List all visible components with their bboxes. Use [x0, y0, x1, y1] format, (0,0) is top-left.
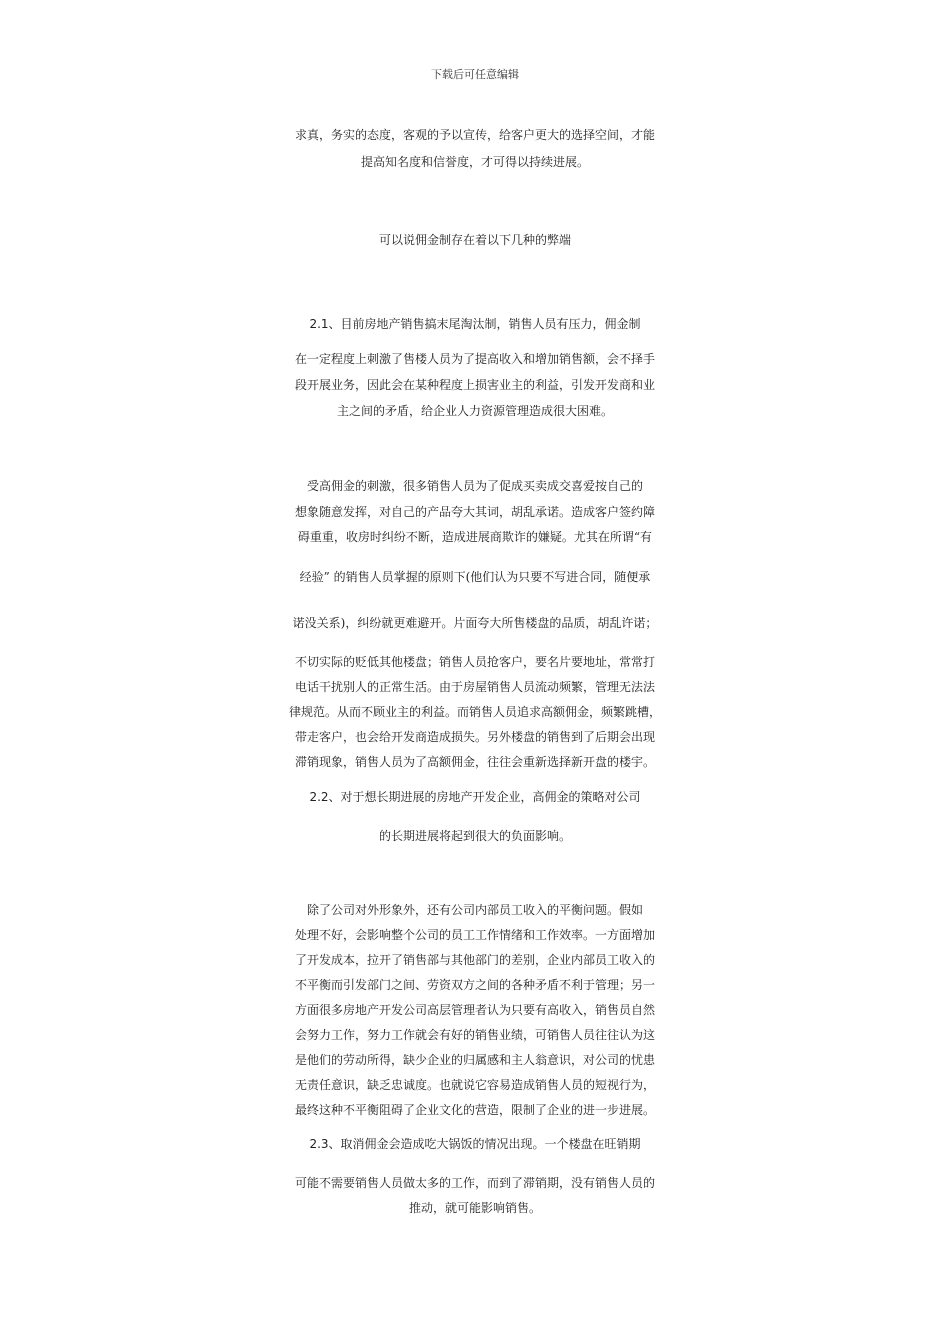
text-line: 不平衡而引发部门之间、劳资双方之间的各种矛盾不利于管理；另一 — [294, 978, 655, 992]
text-line: 律规范。从而不顾业主的利益。而销售人员追求高额佣金，频繁跳槽， — [288, 705, 661, 719]
text-line: 诺没关系)，纠纷就更难避开。片面夸大所售楼盘的品质，胡乱许诺； — [292, 616, 658, 630]
text-line: 想象随意发挥，对自己的产品夸大其词，胡乱承诺。造成客户签约障 — [294, 505, 655, 519]
text-line: 滞销现象，销售人员为了高额佣金，往往会重新选择新开盘的楼宇。 — [294, 755, 655, 769]
text-line: 处理不好，会影响整个公司的员工工作情绪和工作效率。一方面增加 — [294, 928, 655, 942]
text-line: 会努力工作，努力工作就会有好的销售业绩，可销售人员往往认为这 — [294, 1028, 655, 1042]
text-line: 不切实际的贬低其他楼盘；销售人员抢客户，要名片要地址，常常打 — [294, 655, 655, 669]
text-line: 碍重重，收房时纠纷不断，造成进展商欺诈的嫌疑。尤其在所谓“有 — [297, 530, 653, 544]
text-line: 带走客户，也会给开发商造成损失。另外楼盘的销售到了后期会出现 — [294, 730, 655, 744]
text-line: 在一定程度上刺激了售楼人员为了提高收入和增加销售额，会不择手 — [294, 352, 655, 366]
text-line: 主之间的矛盾，给企业人力资源管理造成很大困难。 — [336, 404, 613, 418]
section-heading-2-1: 2.1、目前房地产销售搞末尾淘汰制，销售人员有压力，佣金制 — [309, 317, 641, 331]
text-line: 无责任意识，缺乏忠诚度。也就说它容易造成销售人员的短视行为， — [294, 1078, 655, 1092]
text-line: 最终这种不平衡阻碍了企业文化的营造，限制了企业的进一步进展。 — [294, 1103, 655, 1117]
section-heading-2-2: 2.2、对于想长期进展的房地产开发企业，高佣金的策略对公司 — [309, 790, 641, 804]
text-line: 是他们的劳动所得，缺少企业的归属感和主人翁意识，对公司的忧患 — [294, 1053, 655, 1067]
text-line: 推动，就可能影响销售。 — [408, 1201, 541, 1215]
text-line: 可能不需要销售人员做太多的工作，而到了滞销期，没有销售人员的 — [294, 1176, 655, 1190]
text-line: 求真，务实的态度，客观的予以宣传，给客户更大的选择空间，才能 — [294, 128, 655, 142]
text-line: 的长期进展将起到很大的负面影响。 — [378, 829, 571, 843]
section-title: 可以说佣金制存在着以下几种的弊端 — [378, 233, 571, 247]
text-line: 电话干扰别人的正常生活。由于房屋销售人员流动频繁，管理无法法 — [294, 680, 655, 694]
text-line: 受高佣金的刺激，很多销售人员为了促成买卖成交喜爱按自己的 — [306, 479, 643, 493]
text-line: 除了公司对外形象外，还有公司内部员工收入的平衡问题。假如 — [306, 903, 643, 917]
text-line: 了开发成本，拉开了销售部与其他部门的差别，企业内部员工收入的 — [294, 953, 655, 967]
text-line: 方面很多房地产开发公司高层管理者认为只要有高收入，销售员自然 — [294, 1003, 655, 1017]
text-line: 提高知名度和信誉度，才可得以持续进展。 — [360, 155, 589, 169]
text-line: 段开展业务，因此会在某种程度上损害业主的利益，引发开发商和业 — [294, 378, 655, 392]
section-heading-2-3: 2.3、取消佣金会造成吃大锅饭的情况出现。一个楼盘在旺销期 — [309, 1137, 641, 1151]
text-line: 经验” 的销售人员掌握的原则下(他们认为只要不写进合同，随便承 — [299, 570, 651, 584]
header-note: 下载后可任意编辑 — [431, 68, 519, 81]
